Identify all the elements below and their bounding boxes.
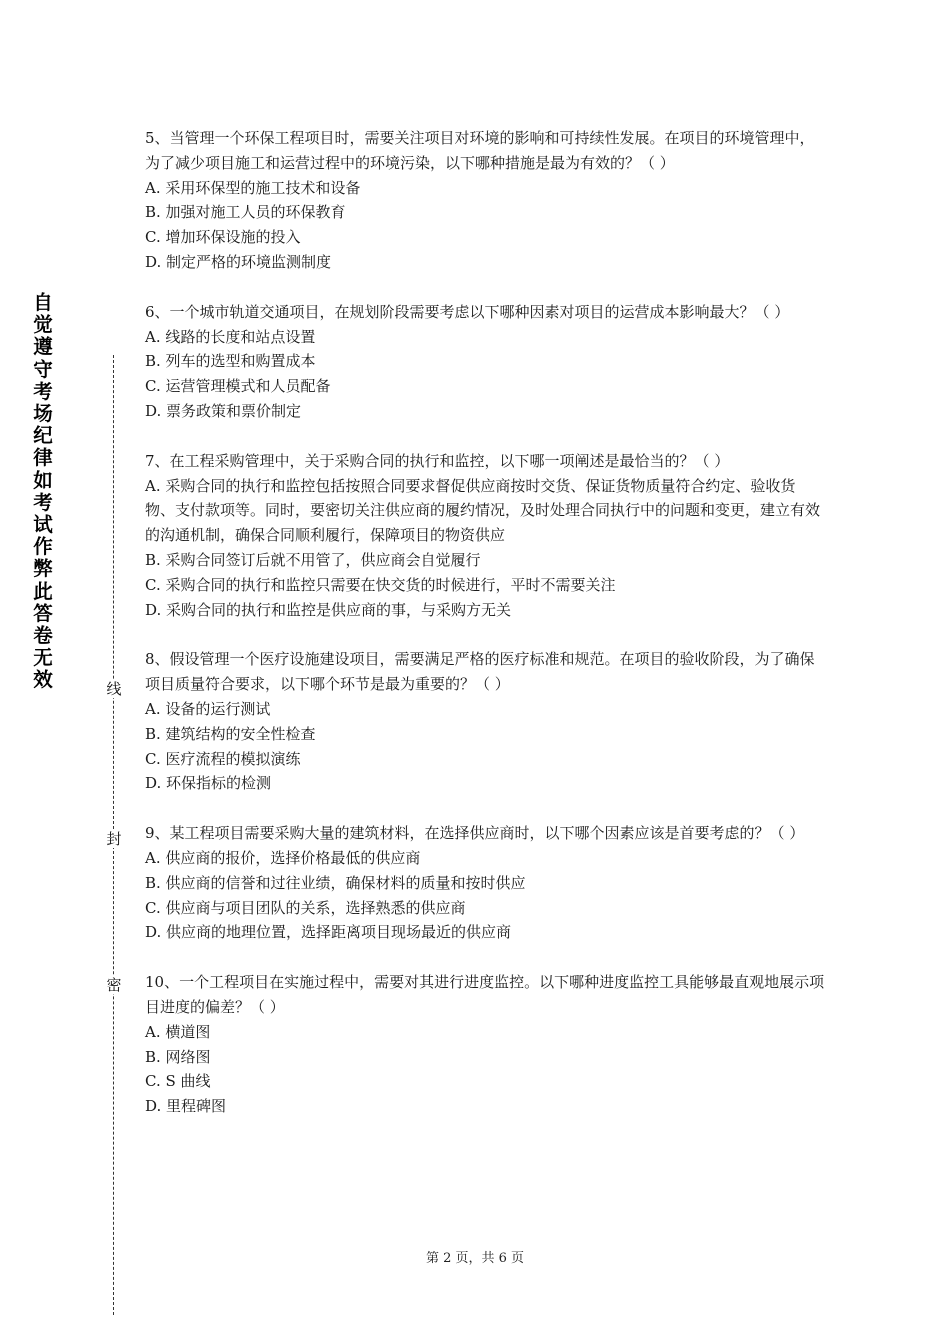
option-b: B. 采购合同签订后就不用管了，供应商会自觉履行	[145, 550, 481, 569]
question-7	[145, 449, 825, 623]
page-number: 第 2 页，共 6 页	[425, 1251, 525, 1266]
binding-label-feng: 封	[106, 830, 122, 848]
option-a: A. 横道图	[145, 1022, 211, 1041]
question-stem: 9、某工程项目需要采购大量的建筑材料，在选择供应商时，以下哪个因素应该是首要考虑的？（ ）	[145, 824, 805, 843]
question-stem: 5、当管理一个环保工程项目时，需要关注项目对环境的影响和可持续性发展。在项目的环境管理中，为了减少项目施工和运营过程中的环境污染，以下哪种措施是最为有效的？（ ）	[145, 129, 815, 172]
option-b: B. 网络图	[145, 1047, 211, 1066]
option-a: A. 设备的运行测试	[145, 699, 271, 718]
question-stem: 10、一个工程项目在实施过程中，需要对其进行进度监控。以下哪种进度监控工具能够最直观地展示项目进度的偏差？（ ）	[145, 973, 825, 1016]
option-d: D. 环保指标的检测	[145, 774, 272, 793]
option-a: A. 采用环保型的施工技术和设备	[145, 178, 361, 197]
option-a: A. 供应商的报价，选择价格最低的供应商	[145, 848, 421, 867]
question-stem: 7、在工程采购管理中，关于采购合同的执行和监控，以下哪一项阐述是最恰当的？（ ）	[145, 451, 730, 470]
question-10	[145, 970, 825, 1119]
question-6	[145, 300, 825, 424]
option-d: D. 里程碑图	[145, 1097, 227, 1116]
option-b: B. 加强对施工人员的环保教育	[145, 203, 346, 222]
option-c: C. 供应商与项目团队的关系，选择熟悉的供应商	[145, 898, 466, 917]
question-stem: 6、一个城市轨道交通项目，在规划阶段需要考虑以下哪种因素对项目的运营成本影响最大？（ ）	[145, 302, 790, 321]
option-b: B. 供应商的信誉和过往业绩，确保材料的质量和按时供应	[145, 873, 526, 892]
option-c: C. S 曲线	[145, 1072, 211, 1091]
question-stem: 8、假设管理一个医疗设施建设项目，需要满足严格的医疗标准和规范。在项目的验收阶段，为了确保项目质量符合要求，以下哪个环节是最为重要的？（ ）	[145, 650, 815, 694]
option-a: A. 采购合同的执行和监控包括按照合同要求督促供应商按时交货、保证货物质量符合约定、验收货物、支付款项等。同时，要密切关注供应商的履约情况，及时处理合同执行中的问题和变更，建立有效的沟通机制，确保合同顺利履行，保障项目的物资供应	[145, 476, 821, 545]
option-a: A. 线路的长度和站点设置	[145, 327, 316, 346]
question-list	[145, 126, 825, 1144]
option-d: D. 采购合同的执行和监控是供应商的事，与采购方无关	[145, 600, 512, 619]
option-d: D. 供应商的地理位置，选择距离项目现场最近的供应商	[145, 923, 512, 942]
question-8	[145, 647, 825, 796]
option-d: D. 制定严格的环境监测制度	[145, 252, 332, 271]
option-b: B. 建筑结构的安全性检查	[145, 724, 316, 743]
question-5	[145, 126, 825, 275]
question-9	[145, 821, 825, 945]
option-c: C. 运营管理模式和人员配备	[145, 377, 331, 396]
option-d: D. 票务政策和票价制定	[145, 401, 302, 420]
option-c: C. 医疗流程的模拟演练	[145, 749, 301, 768]
option-b: B. 列车的选型和购置成本	[145, 352, 316, 371]
binding-label-mi: 密	[106, 976, 122, 994]
exam-discipline-note: 自觉遵守考场纪律如考试作弊此答卷无效	[33, 291, 53, 692]
binding-label-xian: 线	[106, 680, 122, 698]
option-c: C. 采购合同的执行和监控只需要在快交货的时候进行，平时不需要关注	[145, 575, 616, 594]
option-c: C. 增加环保设施的投入	[145, 228, 301, 247]
